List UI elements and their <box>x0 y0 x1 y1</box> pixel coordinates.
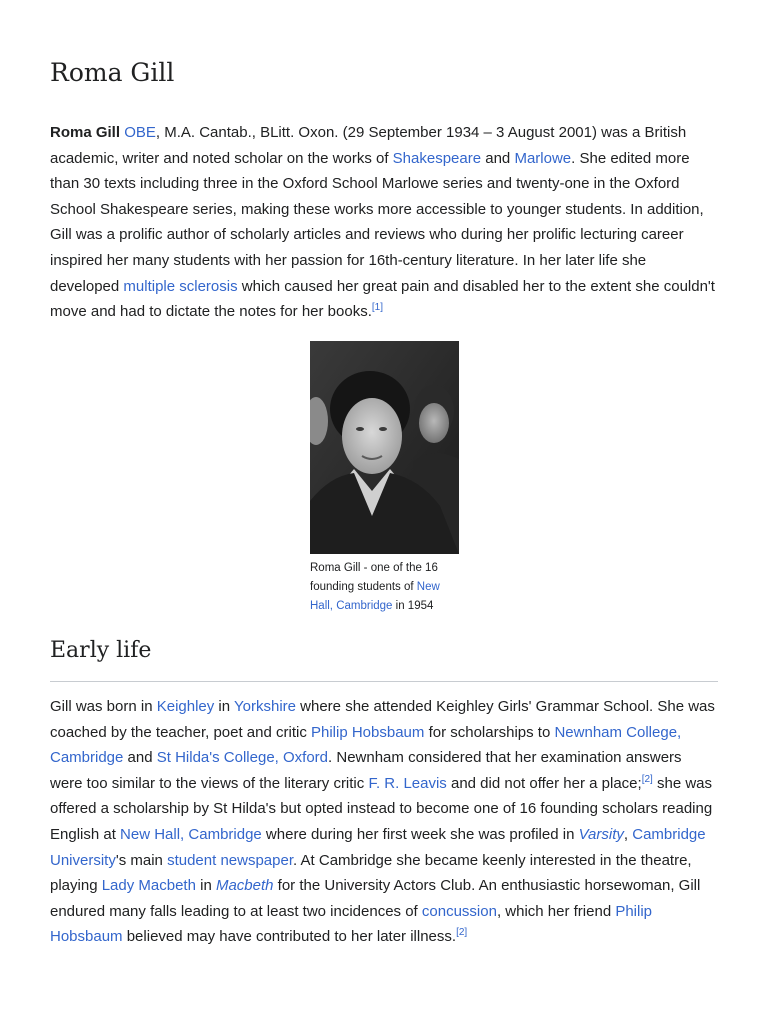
body-text: where during her first week she was profiled in <box>261 825 579 843</box>
body-text: for scholarships to <box>424 723 555 741</box>
link-lady-macbeth[interactable]: Lady Macbeth <box>101 877 196 895</box>
link-new-hall[interactable]: New Hall, Cambridge <box>120 825 262 843</box>
link-newnham-college[interactable]: Newnham College, Cambridge <box>50 723 682 767</box>
section-divider <box>50 681 718 682</box>
intro-paragraph <box>50 120 718 325</box>
link-fr-leavis[interactable]: F. R. Leavis <box>368 774 447 792</box>
body-text: in <box>195 877 216 895</box>
body-text: for the University Actors Club. An enthusiastic horsewoman, Gill endured many falls leading to at least two incidences of <box>50 877 701 920</box>
body-text: and did not offer her a place; <box>446 774 642 792</box>
body-text: Gill was born in <box>50 698 157 715</box>
link-st-hildas-college[interactable]: St Hilda's College, Oxford <box>156 749 329 767</box>
link-philip-hobsbaum-2[interactable]: Philip Hobsbaum <box>50 902 653 946</box>
link-marlowe[interactable]: Marlowe <box>514 149 572 167</box>
body-text: she was offered a scholarship by St Hilda's but opted instead to become one of 16 founding scholars reading English at <box>50 774 713 843</box>
link-varsity[interactable]: Varsity <box>578 825 624 843</box>
link-new-hall-caption[interactable]: New Hall, Cambridge <box>310 581 440 612</box>
portrait-caption <box>310 559 460 616</box>
link-obe[interactable]: OBE <box>124 124 156 141</box>
link-shakespeare[interactable]: Shakespeare <box>392 149 482 167</box>
link-concussion[interactable]: concussion <box>421 902 497 920</box>
link-cambridge-university[interactable]: Cambridge University <box>50 825 706 869</box>
link-keighley[interactable]: Keighley <box>156 698 215 715</box>
reference-2[interactable]: [2] <box>641 773 653 785</box>
subject-name: Roma Gill <box>50 124 121 141</box>
intro-text: which caused her great pain and disabled her to the extent she couldn't move and had to dictate the notes for her books. <box>50 277 715 321</box>
body-text: . At Cambridge she became keenly interested in the theatre, playing <box>50 851 692 895</box>
reference-1[interactable]: [1] <box>371 302 383 314</box>
page-title: Roma Gill <box>50 58 175 87</box>
caption-text: in 1954 <box>392 600 434 612</box>
body-text: . Newnham considered that her examination answers were too similar to the views of the literary critic <box>50 749 682 792</box>
intro-text: and <box>481 149 515 167</box>
body-text: 's main <box>115 851 168 869</box>
link-student-newspaper[interactable]: student newspaper <box>167 851 294 869</box>
body-text: and <box>123 749 157 767</box>
body-text: believed may have contributed to her later illness. <box>122 928 457 946</box>
link-macbeth[interactable]: Macbeth <box>215 877 274 895</box>
link-multiple-sclerosis[interactable]: multiple sclerosis <box>123 277 238 295</box>
body-text: , which her friend <box>496 902 616 920</box>
early-life-paragraph <box>50 694 718 950</box>
portrait-figure <box>310 341 460 616</box>
intro-text: , M.A. Cantab., BLitt. Oxon. (29 September 1934 – 3 August 2001) was a British academic, writer and noted scholar on the works of <box>50 124 687 167</box>
intro-text: . She edited more than 30 texts including three in the Oxford School Marlowe series and twenty-one in the Oxford School Shakespeare series, making these works more accessible to younger students. In addition, Gill was a prolific author of scholarly articles and reviews who during her prolific lecturing career inspired her many students with her passion for 16th-century literature. In her later life she developed <box>50 149 704 295</box>
link-philip-hobsbaum[interactable]: Philip Hobsbaum <box>311 723 425 741</box>
caption-text: Roma Gill - one of the 16 founding students of <box>310 562 438 593</box>
link-yorkshire[interactable]: Yorkshire <box>234 698 296 715</box>
reference-2b[interactable]: [2] <box>456 927 468 939</box>
portrait-photo[interactable] <box>310 341 459 554</box>
body-text: where she attended Keighley Girls' Grammar School. She was coached by the teacher, poet and critic <box>50 698 715 741</box>
body-text: in <box>214 698 235 715</box>
body-text: , <box>623 825 633 843</box>
section-heading-early-life: Early life <box>50 638 152 663</box>
